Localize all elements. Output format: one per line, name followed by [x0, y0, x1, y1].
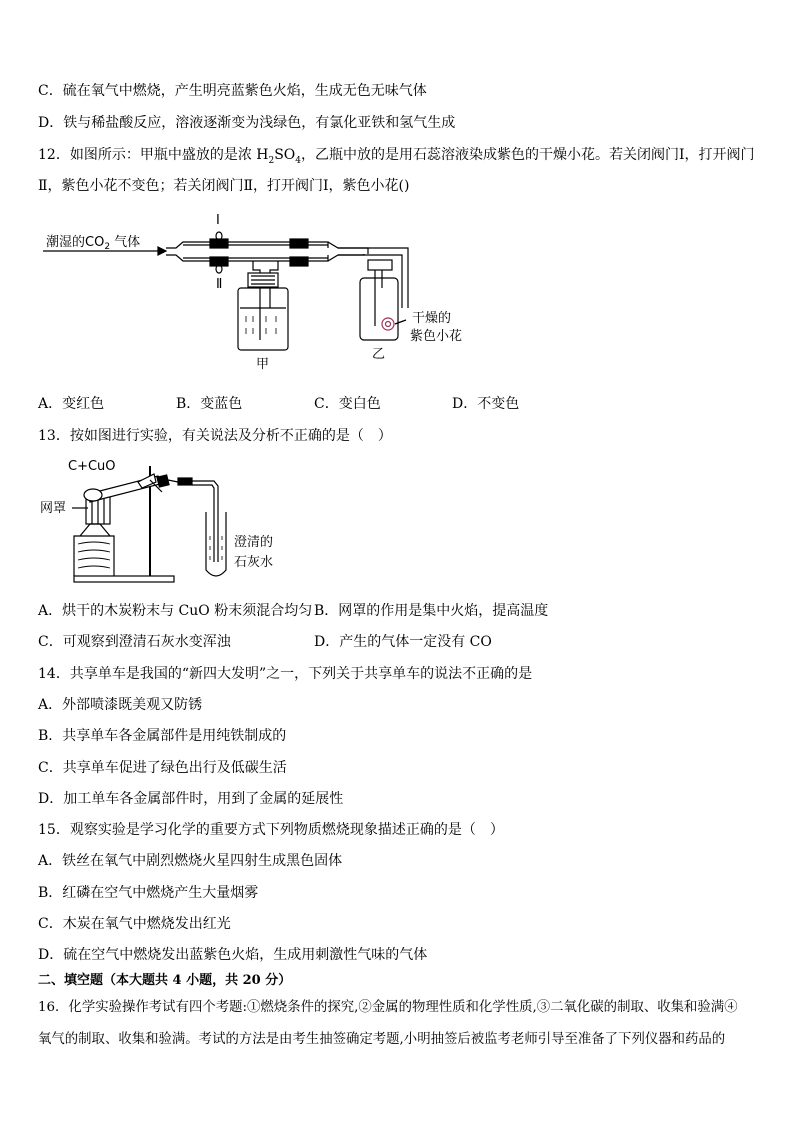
q12-option-b: B．变蓝色	[176, 396, 243, 412]
q13-option-b: B．网罩的作用是集中火焰，提高温度	[314, 603, 549, 619]
q13-apparatus-figure	[38, 452, 318, 592]
q12-apparatus-figure	[38, 208, 498, 378]
q15-option-c: C．木炭在氧气中燃烧发出红光	[38, 916, 231, 932]
flower-label-1: 干燥的	[412, 311, 452, 326]
bottle-yi-label: 乙	[372, 347, 386, 362]
limewater-label-2: 石灰水	[234, 555, 274, 570]
q16-line2: 氧气的制取、收集和验满。考试的方法是由考生抽签确定考题,小明抽签后被监考老师引导至准备了下列仪器和药品的	[38, 1032, 726, 1047]
valve-1-label: Ⅰ	[216, 213, 220, 228]
q13-stem: 13．按如图进行实验，有关说法及分析不正确的是（ ）	[38, 428, 392, 444]
q12-option-c: C．变白色	[314, 396, 381, 412]
q14-option-b: B．共享单车各金属部件是用纯铁制成的	[38, 728, 287, 744]
q14-stem: 14．共享单车是我国的“新四大发明”之一，下列关于共享单车的说法不正确的是	[38, 666, 533, 682]
q13-option-a: A．烘干的木炭粉末与 CuO 粉末须混合均匀	[38, 603, 313, 619]
reactants-label: C+CuO	[68, 459, 116, 474]
section-heading: 二、填空题（本大题共 4 小题，共 20 分）	[38, 973, 292, 988]
q15-stem: 15．观察实验是学习化学的重要方式下列物质燃烧现象描述正确的是（ ）	[38, 822, 504, 838]
q13-option-c: C．可观察到澄清石灰水变浑浊	[38, 634, 231, 650]
q14-option-a: A．外部喷漆既美观又防锈	[38, 697, 203, 713]
gauze-label: 网罩	[40, 501, 67, 516]
q15-option-a: A．铁丝在氧气中剧烈燃烧火星四射生成黑色固体	[38, 853, 343, 869]
q13-option-d: D．产生的气体一定没有 CO	[314, 634, 492, 650]
q11-option-d: D．铁与稀盐酸反应，溶液逐渐变为浅绿色，有氯化亚铁和氢气生成	[38, 115, 456, 131]
q12-stem-line1: 12．如图所示：甲瓶中盛放的是浓 $H_2SO_4$，乙瓶中放的是用石蕊溶液染成紫色的干燥小花。若关闭阀门Ⅰ，打开阀门	[38, 147, 755, 166]
q14-option-c: C．共享单车促进了绿色出行及低碳生活	[38, 760, 287, 776]
q16-line1: 16．化学实验操作考试有四个考题:①燃烧条件的探究,②金属的物理性质和化学性质,③二氧化碳的制取、收集和验满④	[38, 1000, 738, 1015]
q15-option-d: D．硫在空气中燃烧发出蓝紫色火焰，生成用刺激性气味的气体	[38, 947, 428, 963]
bottle-jia-label: 甲	[256, 357, 270, 372]
valve-2-label: Ⅱ	[216, 277, 223, 292]
q11-option-c: C．硫在氧气中燃烧，产生明亮蓝紫色火焰，生成无色无味气体	[38, 83, 427, 99]
q14-option-d: D．加工单车各金属部件时，用到了金属的延展性	[38, 791, 344, 807]
flower-label-2: 紫色小花	[410, 329, 463, 344]
q12-option-a: A．变红色	[38, 396, 105, 412]
q15-option-b: B．红磷在空气中燃烧产生大量烟雾	[38, 885, 259, 901]
limewater-label-1: 澄清的	[234, 535, 274, 550]
q12-option-d: D．不变色	[452, 396, 520, 412]
q12-stem-line2: Ⅱ，紫色小花不变色；若关闭阀门Ⅱ，打开阀门Ⅰ，紫色小花()	[38, 178, 410, 194]
svg-text:潮湿的CO2 气体: 潮湿的$CO_2$ 气体	[46, 235, 141, 252]
